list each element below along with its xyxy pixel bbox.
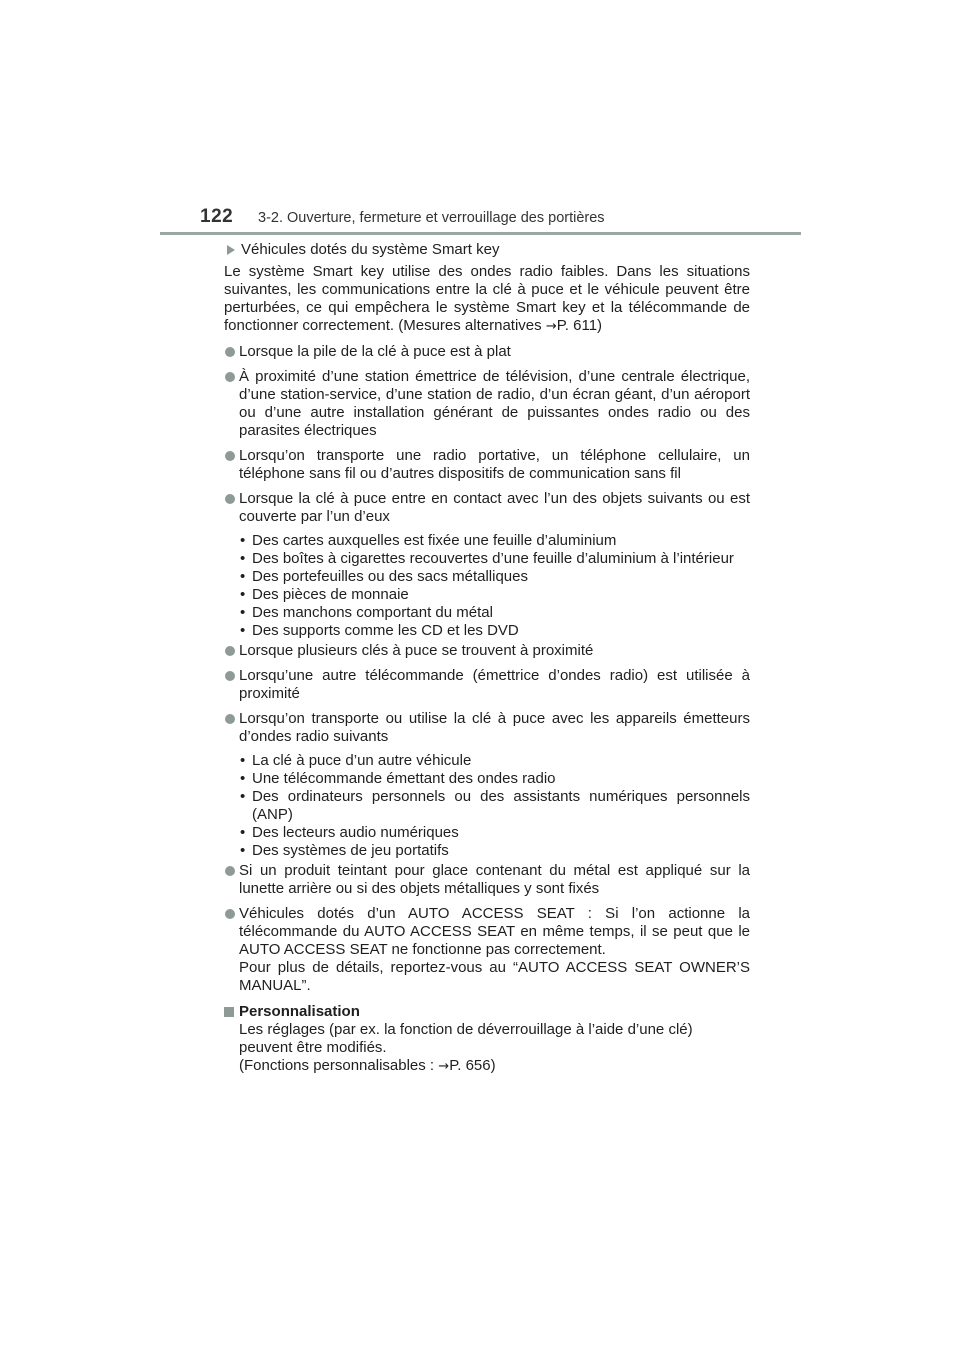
intro-text: Le système Smart key utilise des ondes radio faibles. Dans les situations suivantes, les communications entre la clé à puce et le véhicule peuvent être perturbées, ce qui empêchera le système Smart key et la télécommande de fonctionner correctement. (Mesures alternatives: [224, 263, 750, 334]
perso-text: Les réglages (par ex. la fonction de déverrouillage à l’aide d’une clé) peuvent être modifiés.: [239, 1021, 693, 1056]
perso-ref: P. 656): [449, 1057, 496, 1074]
sub-list: [239, 532, 750, 640]
bullet-mark: •: [240, 604, 246, 621]
sub-item-text: Des supports comme les CD et les DVD: [252, 622, 519, 639]
bullet-mark: •: [240, 788, 246, 805]
sub-list: [239, 752, 750, 860]
sub-list-item: [239, 824, 750, 842]
bullet-item: [224, 667, 750, 703]
bullet-mark: •: [240, 770, 246, 787]
bullet-text: Lorsque la pile de la clé à puce est à plat: [239, 343, 511, 360]
section-title: 3-2. Ouverture, fermeture et verrouillage des portières: [258, 210, 605, 226]
bullet-text: Véhicules dotés d’un AUTO ACCESS SEAT : Si l’on actionne la télécommande du AUTO ACCESS SEAT en même temps, il se peut que le AUTO ACCESS SEAT ne fonctionne pas correctement.: [239, 905, 750, 958]
heading-text: Personnalisation: [239, 1003, 360, 1020]
bullet-text-continued: Pour plus de détails, reportez-vous au “AUTO ACCESS SEAT OWNER’S MANUAL”.: [239, 959, 750, 994]
sub-item-text: Des portefeuilles ou des sacs métalliques: [252, 568, 528, 585]
square-bullet-icon: [224, 1007, 234, 1017]
intro-ref: P. 611): [556, 317, 603, 334]
bullet-mark: •: [240, 622, 246, 639]
bullet-item: [224, 490, 750, 640]
bullet-mark: •: [240, 532, 246, 549]
bullet-mark: •: [240, 752, 246, 769]
sub-item-text: Des lecteurs audio numériques: [252, 824, 459, 841]
bullet-mark: •: [240, 586, 246, 603]
subheading: [227, 241, 750, 259]
bullet-dot-icon: [225, 451, 235, 461]
bullet-dot-icon: [225, 866, 235, 876]
bullet-dot-icon: [225, 671, 235, 681]
bullet-item: [224, 905, 750, 995]
bullet-text: Si un produit teintant pour glace contenant du métal est appliqué sur la lunette arrière ou si des objets métalliques y sont fixés: [239, 862, 750, 897]
sub-list-item: [239, 550, 750, 568]
bullet-text: Lorsqu’on transporte une radio portative, un téléphone cellulaire, un téléphone sans fil ou d’autres dispositifs de communication sans fil: [239, 447, 750, 482]
bullet-dot-icon: [225, 714, 235, 724]
sub-item-text: Des cartes auxquelles est fixée une feuille d’aluminium: [252, 532, 617, 549]
page-number: 122: [200, 206, 234, 227]
arrow-icon: →: [438, 1059, 450, 1074]
bullet-mark: •: [240, 824, 246, 841]
bullet-dot-icon: [225, 909, 235, 919]
sub-list-item: [239, 842, 750, 860]
sub-item-text: Une télécommande émettant des ondes radio: [252, 770, 556, 787]
bullet-mark: •: [240, 568, 246, 585]
arrow-icon: →: [545, 319, 557, 334]
triangle-icon: [227, 245, 235, 255]
bullet-mark: •: [240, 550, 246, 567]
personnalisation-heading: [224, 1003, 750, 1021]
bullet-text: Lorsqu’on transporte ou utilise la clé à puce avec les appareils émetteurs d’ondes radio suivants: [239, 710, 750, 745]
bullet-text: À proximité d’une station émettrice de télévision, d’une centrale électrique, d’une station-service, d’une station de radio, d’un écran géant, d’un aéroport ou d’une autre installation générant de puissantes ondes radio ou des parasites électriques: [239, 368, 750, 439]
bullet-mark: •: [240, 842, 246, 859]
sub-item-text: Des ordinateurs personnels ou des assistants numériques personnels (ANP): [252, 788, 750, 823]
header-rule: [160, 232, 801, 235]
sub-item-text: Des pièces de monnaie: [252, 586, 409, 603]
perso-ref-line: [239, 1057, 750, 1076]
sub-list-item: [239, 622, 750, 640]
bullet-item: [224, 862, 750, 898]
bullet-dot-icon: [225, 347, 235, 357]
sub-item-text: Des manchons comportant du métal: [252, 604, 493, 621]
bullet-dot-icon: [225, 372, 235, 382]
sub-item-text: La clé à puce d’un autre véhicule: [252, 752, 472, 769]
sub-list-item: [239, 604, 750, 622]
sub-list-item: [239, 752, 750, 770]
perso-ref-prefix: (Fonctions personnalisables :: [239, 1057, 435, 1074]
sub-list-item: [239, 770, 750, 788]
sub-item-text: Des systèmes de jeu portatifs: [252, 842, 449, 859]
sub-list-item: [239, 586, 750, 604]
bullet-item: [224, 368, 750, 440]
bullet-item: [224, 710, 750, 860]
bullet-dot-icon: [225, 494, 235, 504]
subheading-text: Véhicules dotés du système Smart key: [241, 241, 500, 258]
page-content: [224, 241, 750, 1076]
personnalisation-body: [224, 1021, 750, 1076]
sub-list-item: [239, 532, 750, 550]
bullet-text: Lorsqu’une autre télécommande (émettrice d’ondes radio) est utilisée à proximité: [239, 667, 750, 702]
bullet-item: [224, 642, 750, 660]
bullet-item: [224, 343, 750, 361]
bullet-text: Lorsque plusieurs clés à puce se trouvent à proximité: [239, 642, 594, 659]
bullet-text: Lorsque la clé à puce entre en contact avec l’un des objets suivants ou est couverte par l’un d’eux: [239, 490, 750, 525]
sub-item-text: Des boîtes à cigarettes recouvertes d’une feuille d’aluminium à l’intérieur: [252, 550, 734, 567]
bullet-dot-icon: [225, 646, 235, 656]
sub-list-item: [239, 788, 750, 824]
intro-paragraph: [224, 263, 750, 336]
sub-list-item: [239, 568, 750, 586]
bullet-item: [224, 447, 750, 483]
